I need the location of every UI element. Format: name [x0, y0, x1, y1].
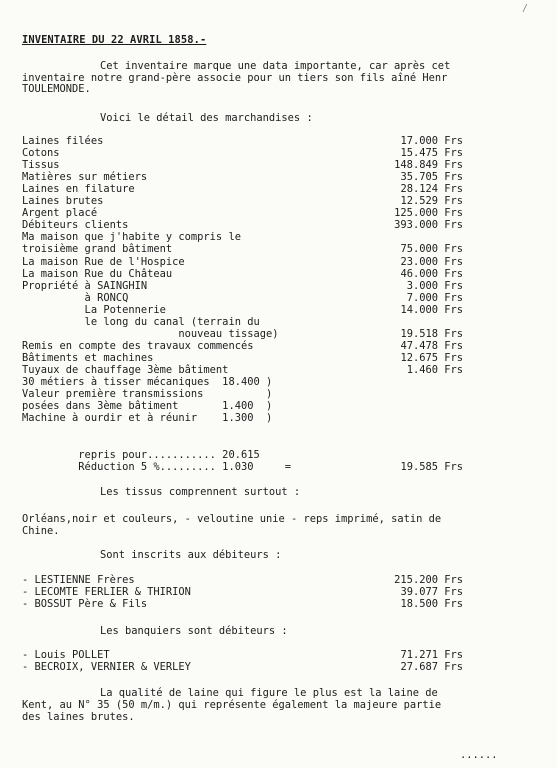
merchandise-row-label: le long du canal (terrain du: [22, 315, 260, 328]
banker-row-label: - Louis POLLET: [22, 649, 110, 661]
merchandise-row-amount: 19.518 Frs: [400, 327, 463, 340]
merchandise-row-label: Débiteurs clients: [22, 219, 129, 232]
merchandise-row-label: 30 métiers à tisser mécaniques 18.400 ): [22, 376, 273, 388]
continuation-dots: ......: [460, 749, 498, 761]
document-title: INVENTAIRE DU 22 AVRIL 1858.-: [22, 34, 207, 46]
debtor-row-label: - LESTIENNE Frères: [22, 574, 135, 586]
merchandise-row-label: Laines filées: [22, 135, 104, 147]
intro-line-3: TOULEMONDE.: [22, 83, 91, 95]
tissus-line-2: Chine.: [22, 525, 60, 537]
merchandise-row-amount: 125.000 Frs: [394, 207, 463, 220]
merchandise-row-label: La maison Rue du Château: [22, 267, 173, 280]
tissus-line-1: Orléans,noir et couleurs, - veloutine unie - reps imprimé, satin de: [22, 513, 442, 525]
merchandise-row-label: Laines en filature: [22, 183, 135, 196]
merchandise-row-label: Valeur première transmissions ): [22, 388, 273, 401]
intro-line-1: Cet inventaire marque une data importante, car après cet: [100, 60, 451, 72]
debtor-row-label: - LECOMTE FERLIER & THIRION: [22, 586, 191, 598]
merchandise-row-amount: 47.478 Frs: [400, 339, 463, 352]
debtor-row-label: - BOSSUT Père & Fils: [22, 598, 148, 610]
merchandise-row-amount: 148.849 Frs: [394, 159, 463, 172]
merchandise-row-label: Bâtiments et machines: [22, 351, 154, 364]
section-tissus: Les tissus comprennent surtout :: [100, 486, 301, 498]
summary-row-label: repris pour........... 20.615: [22, 449, 260, 461]
merchandise-row-label: Argent placé: [22, 207, 98, 220]
closing-line-2: Kent, au N° 35 (50 m/m.) qui représente également la majeure partie: [22, 699, 442, 711]
merchandise-row-label: Machine à ourdir et à réunir 1.300 ): [22, 412, 273, 425]
merchandise-row-label: à RONCQ: [22, 291, 129, 304]
banker-row-amount: 71.271 Frs: [400, 649, 463, 661]
merchandise-row-amount: 14.000 Frs: [400, 303, 463, 316]
merchandise-row-amount: 75.000 Frs: [400, 243, 463, 256]
intro-line-2: inventaire notre grand-père associe pour un tiers son fils aîné Henr: [22, 72, 448, 84]
section-merchandise: Voici le détail des marchandises :: [100, 112, 313, 124]
merchandise-row-amount: 46.000 Frs: [400, 267, 463, 280]
merchandise-row-label: posées dans 3ème bâtiment 1.400 ): [22, 400, 273, 413]
merchandise-row-amount: 15.475 Frs: [400, 147, 463, 160]
merchandise-row-amount: 12.675 Frs: [400, 351, 463, 364]
merchandise-row-amount: 3.000 Frs: [406, 279, 463, 292]
closing-line-1: La qualité de laine qui figure le plus est la laine de: [100, 687, 438, 699]
section-banquiers: Les banquiers sont débiteurs :: [100, 625, 288, 637]
merchandise-row-label: nouveau tissage): [22, 327, 279, 340]
margin-mark: /: [522, 3, 529, 14]
merchandise-row-amount: 7.000 Frs: [406, 291, 463, 304]
merchandise-row-amount: 17.000 Frs: [400, 135, 463, 147]
merchandise-row-amount: 28.124 Frs: [400, 183, 463, 196]
merchandise-row-label: Remis en compte des travaux commencés: [22, 339, 254, 352]
merchandise-row-amount: 12.529 Frs: [400, 195, 463, 208]
merchandise-row-amount: 23.000 Frs: [400, 255, 463, 268]
merchandise-row-amount: 1.460 Frs: [406, 363, 463, 376]
merchandise-row-label: Matières sur métiers: [22, 171, 148, 184]
debtor-row-amount: 215.200 Frs: [394, 574, 463, 586]
section-debiteurs: Sont inscrits aux débiteurs :: [100, 549, 282, 561]
merchandise-row-label: Tissus: [22, 159, 60, 172]
merchandise-row-amount: 35.705 Frs: [400, 171, 463, 184]
banker-row-label: - BECROIX, VERNIER & VERLEY: [22, 661, 191, 673]
merchandise-row-label: Tuyaux de chauffage 3ème bâtiment: [22, 363, 229, 376]
summary-row-label: Réduction 5 %......... 1.030 =: [22, 461, 291, 473]
merchandise-row-label: troisième grand bâtiment: [22, 243, 173, 256]
summary-row-amount: 19.585 Frs: [400, 461, 463, 473]
merchandise-row-label: La Potennerie: [22, 303, 166, 316]
merchandise-row-amount: 393.000 Frs: [394, 219, 463, 232]
merchandise-row-label: Laines brutes: [22, 195, 104, 208]
merchandise-row-label: Ma maison que j'habite y compris le: [22, 231, 241, 244]
merchandise-row-label: La maison Rue de l'Hospice: [22, 255, 185, 268]
merchandise-row-label: Cotons: [22, 147, 60, 160]
debtor-row-amount: 39.077 Frs: [400, 586, 463, 598]
closing-line-3: des laines brutes.: [22, 711, 135, 723]
debtor-row-amount: 18.500 Frs: [400, 598, 463, 610]
banker-row-amount: 27.687 Frs: [400, 661, 463, 673]
merchandise-row-label: Propriété à SAINGHIN: [22, 279, 148, 292]
